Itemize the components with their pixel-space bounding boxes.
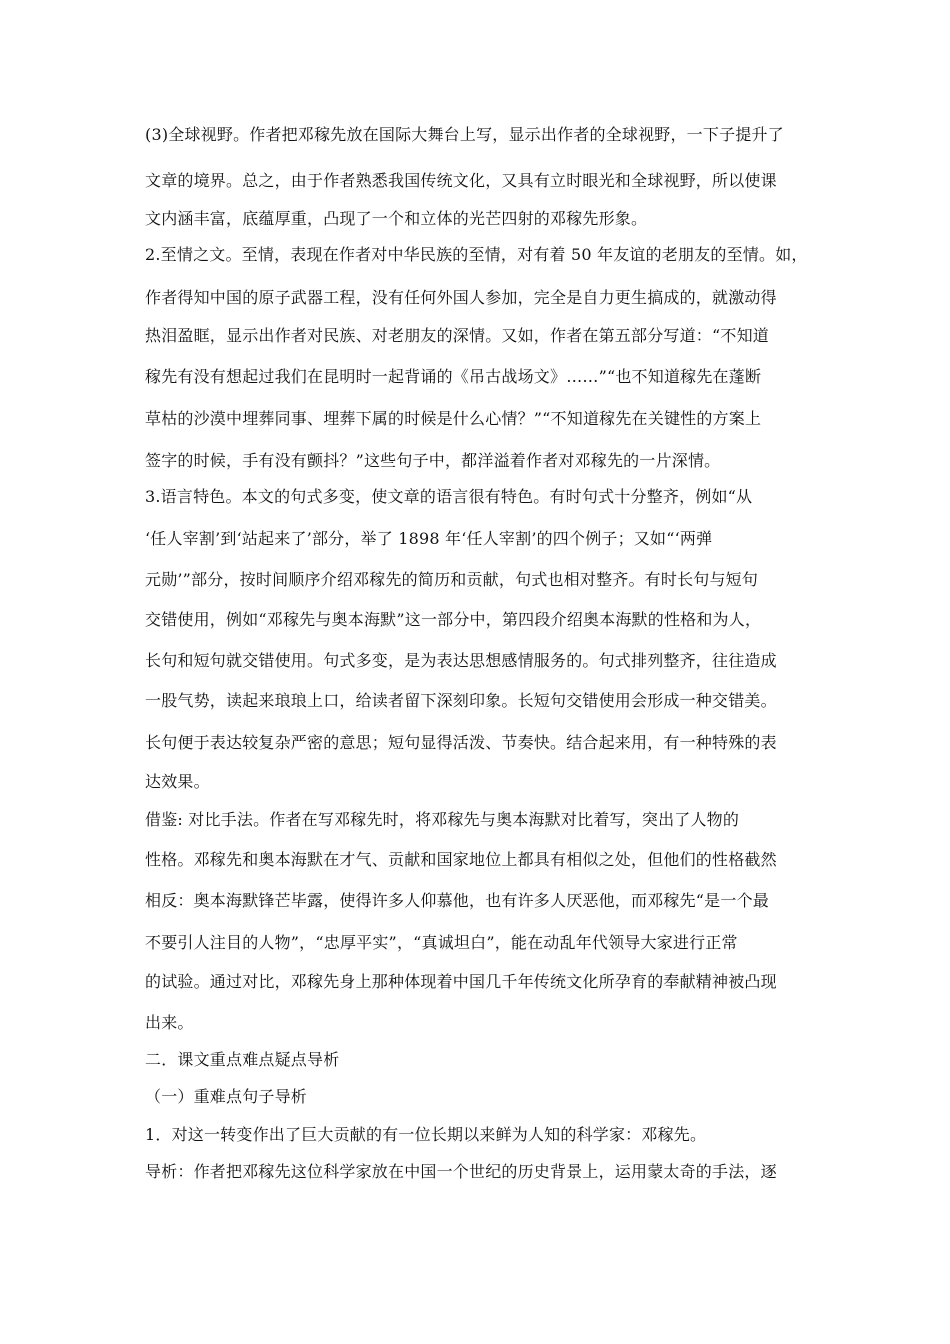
text-line: 相反：奥本海默锋芒毕露，使得许多人仰慕他，也有许多人厌恶他，而邓稼先“是一个最 <box>145 891 769 910</box>
text-line: 一股气势，读起来琅琅上口，给读者留下深刻印象。长短句交错使用会形成一种交错美。 <box>145 691 777 710</box>
text-line: ‘任人宰割’到‘站起来了’部分，举了 1898 年‘任人宰割’的四个例子；又如“‘两弹 <box>145 529 713 548</box>
text-line: 2.至情之文。至情，表现在作者对中华民族的至情，对有着 50 年友谊的老朋友的至情。如， <box>145 245 808 264</box>
text-line: 不要引人注目的人物”，“忠厚平实”，“真诚坦白”，能在动乱年代领导大家进行正常 <box>145 933 738 952</box>
text-line: 草枯的沙漠中埋葬同事、埋葬下属的时候是什么心情？”“不知道稼先在关键性的方案上 <box>145 409 762 428</box>
text-line: 作者得知中国的原子武器工程，没有任何外国人参加，完全是自力更生搞成的，就激动得 <box>145 288 777 307</box>
text-line: 长句和短句就交错使用。句式多变，是为表达思想感情服务的。句式排列整齐，往往造成 <box>145 651 777 670</box>
text-line: 借鉴: 对比手法。作者在写邓稼先时，将邓稼先与奥本海默对比着写，突出了人物的 <box>145 810 740 829</box>
text-line: 稼先有没有想起过我们在昆明时一起背诵的《吊古战场文》……”“也不知道稼先在蓬断 <box>145 367 762 386</box>
text-line: 热泪盈眶，显示出作者对民族、对老朋友的深情。又如，作者在第五部分写道：“不知道 <box>145 326 769 345</box>
text-line: 出来。 <box>145 1013 194 1032</box>
text-line: 交错使用，例如“邓稼先与奥本海默”这一部分中，第四段介绍奥本海默的性格和为人， <box>145 610 762 629</box>
text-line: 性格。邓稼先和奥本海默在才气、贡献和国家地位上都具有相似之处，但他们的性格截然 <box>145 850 777 869</box>
text-line: 元勋’”部分，按时间顺序介绍邓稼先的简历和贡献，句式也相对整齐。有时长句与短句 <box>145 570 759 589</box>
text-line: 导析：作者把邓稼先这位科学家放在中国一个世纪的历史背景上，运用蒙太奇的手法，逐 <box>145 1162 777 1181</box>
text-line: 签字的时候，手有没有颤抖？”这些句子中，都洋溢着作者对邓稼先的一片深情。 <box>145 451 721 470</box>
text-line: 的试验。通过对比，邓稼先身上那种体现着中国几千年传统文化所孕育的奉献精神被凸现 <box>145 972 777 991</box>
text-line: (3)全球视野。作者把邓稼先放在国际大舞台上写，显示出作者的全球视野，一下子提升了 <box>145 125 784 144</box>
text-line: 文内涵丰富，底蕴厚重，凸现了一个和立体的光芒四射的邓稼先形象。 <box>145 209 648 228</box>
text-line: 1．对这一转变作出了巨大贡献的有一位长期以来鲜为人知的科学家：邓稼先。 <box>145 1125 707 1144</box>
text-line: 达效果。 <box>145 772 210 791</box>
text-line: 3.语言特色。本文的句式多变，使文章的语言很有特色。有时句式十分整齐，例如“从 <box>145 487 753 506</box>
section-heading: 二．课文重点难点疑点导析 <box>145 1050 340 1069</box>
text-line: 文章的境界。总之，由于作者熟悉我国传统文化，又具有立时眼光和全球视野，所以使课 <box>145 171 777 190</box>
text-line: 长句便于表达较复杂严密的意思；短句显得活泼、节奏快。结合起来用，有一种特殊的表 <box>145 733 777 752</box>
subsection-heading: （一）重难点句子导析 <box>145 1087 308 1106</box>
